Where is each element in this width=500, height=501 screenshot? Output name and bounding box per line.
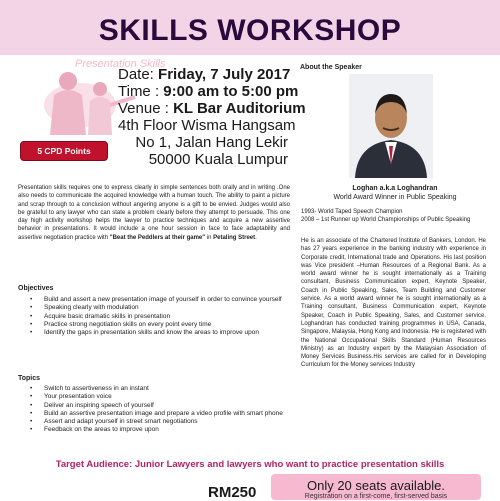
- seats-banner: [271, 474, 481, 500]
- topics-list: [18, 385, 316, 435]
- price-label: RM250: [208, 484, 257, 501]
- speaker-name: Loghan a.k.a Loghandran: [352, 185, 438, 192]
- event-details: [118, 66, 306, 168]
- registration-note: Registration on a first-come, first-served basis: [304, 493, 448, 500]
- award-item: 1993- World Taped Speech Champion: [301, 209, 403, 215]
- list-item: • Feedback on the areas to improve upon: [44, 426, 316, 434]
- speaker-title: World Award Winner in Public Speaking: [333, 194, 457, 201]
- list-item: • Switch to assertiveness in an instant: [44, 385, 316, 393]
- objectives-list: [18, 296, 316, 337]
- seats-available: Only 20 seats available.: [306, 478, 446, 493]
- target-audience: Target Audience: Junior Lawyers and lawyers who want to practice presentation skills: [55, 459, 445, 470]
- workshop-intro: Presentation skills requires one to express clearly in simple sentences both orally and in writing .One also needs to communicate the acquired knowledge with a human touch. The ability to paint a picture and scrap through to a conclusion without angering anyone is a gift to be envied. Judges would also be grateful to any lawyer who can state a problem clearly before they attempt to persuade. This one day high activity workshop helps the lawyer to practice techniques and acquire a new assertive behavior in presentations. It would include a one hour session in face to face adaptability and assertive negotiation practice with "Beat the Peddlers at their game" in Petaling Street.: [18, 185, 290, 241]
- banner-ghost-text: Presentation Skills: [75, 58, 166, 70]
- list-item: • Your presentation voice: [44, 393, 316, 401]
- list-item: • Build and assert a new presentation image of yourself in order to convince yourself: [44, 296, 316, 304]
- speaker-awards: [301, 208, 491, 225]
- list-item: • Acquire basic dramatic skills in presentation: [44, 313, 316, 321]
- event-date: Date: Friday, 7 July 2017: [118, 66, 291, 83]
- topics-heading: Topics: [18, 375, 41, 382]
- address-line: 4th Floor Wisma Hangsam: [118, 117, 296, 134]
- address-line: No 1, Jalan Hang Lekir: [135, 134, 288, 151]
- list-item: • Build an assertive presentation image and prepare a video profile with smart phone: [44, 410, 316, 418]
- award-item: 2008 – 1st Runner up World Championships of Public Speaking: [301, 217, 471, 224]
- objectives-heading: Objectives: [18, 285, 54, 292]
- list-item: • Practice strong negotiation skills on every point every time: [44, 321, 316, 329]
- speaker-photo: [349, 74, 433, 178]
- event-time: Time : 9:00 am to 5:00 pm: [118, 83, 299, 100]
- list-item: • Deliver an inspiring speech of yourself: [44, 402, 316, 410]
- event-venue: Venue : KL Bar Auditorium: [118, 100, 306, 117]
- speaker-heading: About the Speaker: [300, 64, 362, 71]
- list-item: • Speaking clearly with modulation: [44, 304, 316, 312]
- list-item: • Identify the gaps in presentation skills and know the areas to improve upon: [44, 329, 316, 337]
- page-title: SKILLS WORKSHOP: [98, 14, 402, 47]
- address-line: 50000 Kuala Lumpur: [148, 151, 288, 168]
- list-item: • Assert and adapt yourself in street smart negotiations: [44, 418, 316, 426]
- speaker-bio: He is an associate of the Chartered Institute of Bankers, London. He has 27 years experience in the banking industry with experience in Corporate credit, International trade and Operations. His last position was Vice president –Human Resources of a Regional Bank. As a world award winner he is sought internationally as a Training consultant, Business Communication expert, Keynote Speaker, Coach in Public Speaking, Sales, Team Building and Customer service. As a world award winner he is sought internationally as a Training consultant, Business Communication expert, Keynote Speaker, Coach in Public Speaking, Sales, and Customer service. Loghandran has conducted training programmes in USA, Canada, Singapore, Malaysia, Hong Kong and Indonesia. He is registered with the National Occupational Skills Standard (Human Resources Ministry) as an Industry expert by the Malaysian Association of Money Services Business.His services are called for in Developing Curriculum for the Money services Industry: [301, 238, 486, 369]
- cpd-points-badge: 5 CPD Points: [20, 141, 108, 161]
